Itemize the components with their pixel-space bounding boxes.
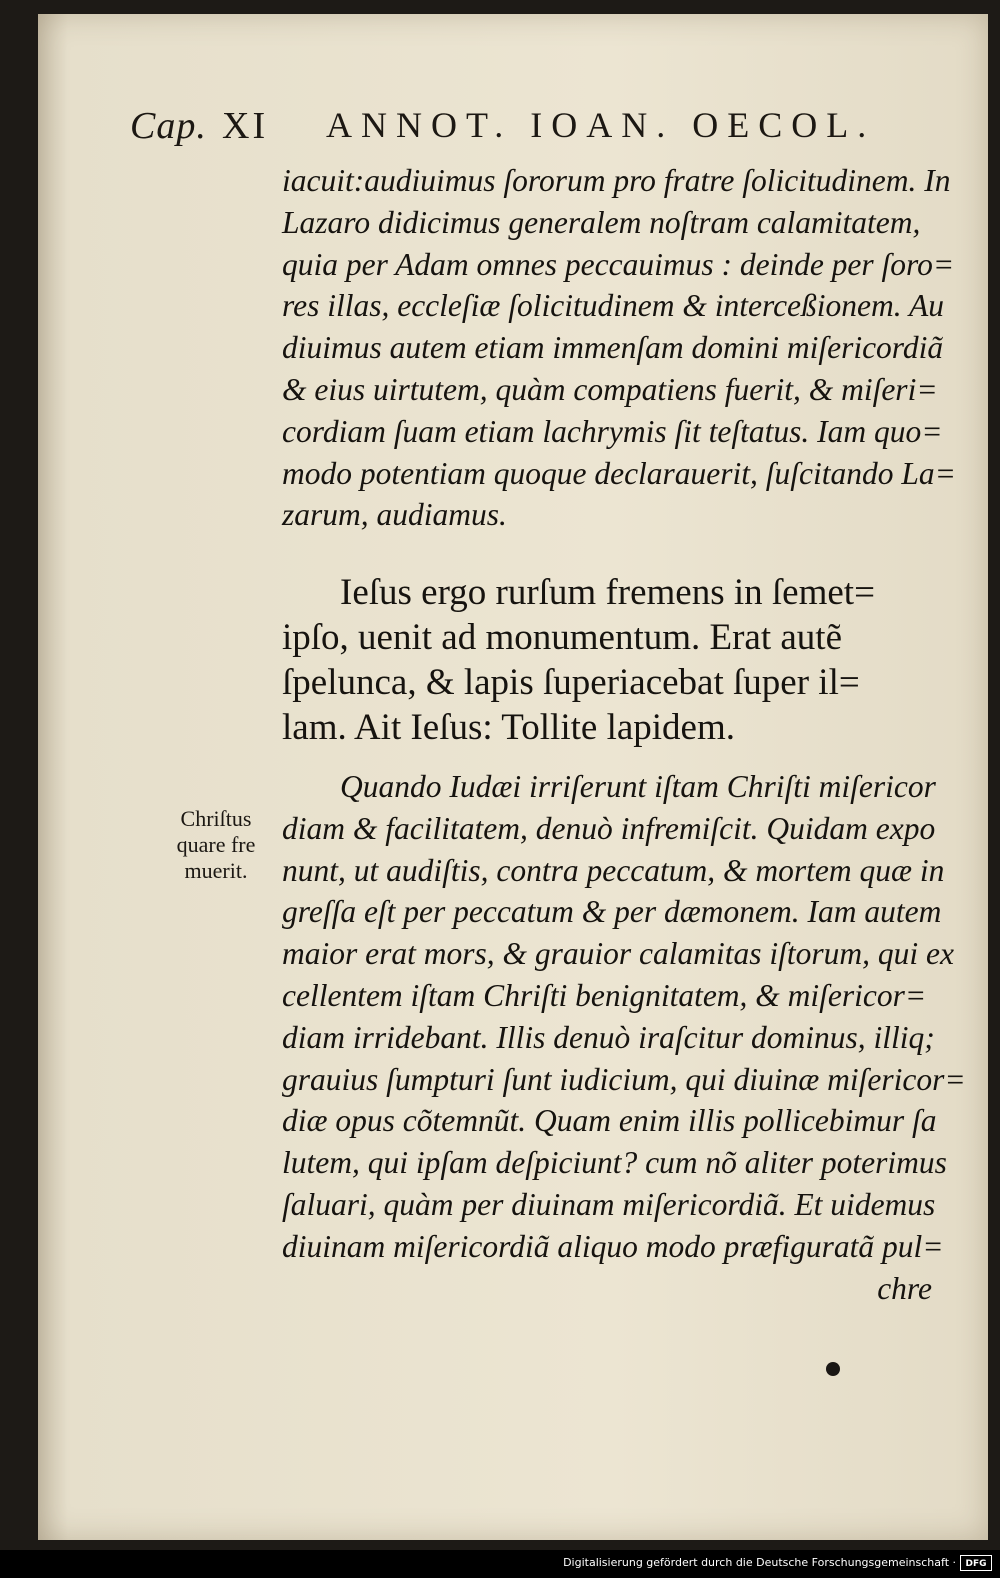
text-line: diam & facilitatem, denuò infremiſcit. Quidam expo xyxy=(282,810,936,846)
text-line: iacuit:audiuimus ſororum pro fratre ſolicitudinem. In xyxy=(282,163,951,198)
text-line: nunt, ut audiſtis, contra peccatum, & mortem quæ in xyxy=(282,852,945,888)
catchword: chre xyxy=(877,1270,932,1306)
lemma-line: Ieſus ergo rurſum fremens in ſemet= xyxy=(340,572,875,613)
ink-dot xyxy=(826,1362,840,1376)
text-line: maior erat mors, & grauior calamitas iſtorum, qui ex xyxy=(282,936,955,972)
margin-note-line: quare fre xyxy=(176,832,256,857)
funding-credit: Digitalisierung gefördert durch die Deutsche Forschungsgemeinschaft · xyxy=(563,1556,956,1569)
text-line: res illas, eccleſiæ ſolicitudinem & interceßionem. Au xyxy=(282,288,944,324)
text-line: Lazaro didicimus generalem noſtram calamitatem, xyxy=(282,204,921,240)
footer-bar xyxy=(0,1550,1000,1578)
chapter-label: Cap. xyxy=(130,105,207,147)
running-header xyxy=(130,104,890,148)
dfg-logo-icon: DFG xyxy=(960,1555,992,1571)
text-line: modo potentiam quoque declarauerit, ſuſcitando La= xyxy=(282,455,956,491)
text-line: cellentem iſtam Chriſti benignitatem, & miſericor= xyxy=(282,977,927,1013)
text-line: ſaluari, quàm per diuinam miſericordiã. Et uidemus xyxy=(282,1186,936,1222)
lemma-line: lam. Ait Ieſus: Tollite lapidem. xyxy=(282,707,735,748)
lemma-line: ſpelunca, & lapis ſuperiacebat ſuper il= xyxy=(282,662,860,703)
commentary-paragraph-2 xyxy=(282,766,966,1309)
text-line: greſſa eſt per peccatum & per dæmonem. Iam autem xyxy=(282,894,942,930)
text-line: & eius uirtutem, quàm compatiens fuerit, & miſeri= xyxy=(282,371,938,407)
chapter-number: XI xyxy=(222,105,269,147)
text-line: zarum, audiamus. xyxy=(282,497,507,533)
text-line: grauius ſumpturi ſunt iudicium, qui diuinæ miſericor= xyxy=(282,1061,966,1097)
margin-note-line: muerit. xyxy=(184,858,248,883)
text-line: cordiam ſuam etiam lachrymis ſit teſtatus. Iam quo= xyxy=(282,413,943,449)
text-line: diuimus autem etiam immenſam domini miſericordiã xyxy=(282,330,944,366)
text-line: diam irridebant. Illis denuò iraſcitur dominus, illiq; xyxy=(282,1019,935,1055)
text-line: diuinam miſericordiã aliquo modo præfiguratã pul= xyxy=(282,1228,944,1264)
scripture-lemma xyxy=(282,570,932,750)
margin-note-line: Chriſtus xyxy=(180,806,252,831)
margin-note xyxy=(158,806,274,884)
lemma-line: ipſo, uenit ad monumentum. Erat autẽ xyxy=(282,617,843,658)
text-line: lutem, qui ipſam deſpiciunt? cum nõ aliter poterimus xyxy=(282,1145,947,1181)
running-title: ANNOT. IOAN. OECOL. xyxy=(326,105,876,145)
text-line: quia per Adam omnes peccauimus : deinde per ſoro= xyxy=(282,246,955,282)
commentary-paragraph-1 xyxy=(282,160,956,536)
text-line: diæ opus cõtemnũt. Quam enim illis pollicebimur ſa xyxy=(282,1103,937,1139)
text-line: Quando Iudæi irriſerunt iſtam Chriſti miſericor xyxy=(340,769,936,804)
